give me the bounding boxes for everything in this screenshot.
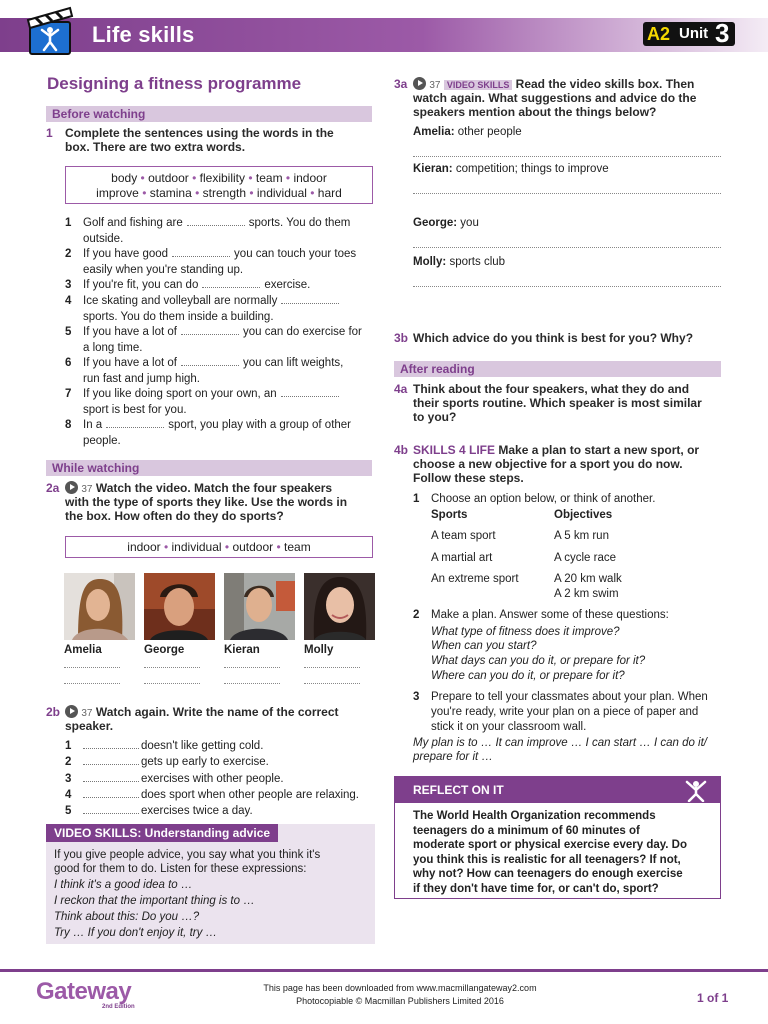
plan-question: What days can you do it, or prepare for it? (431, 655, 646, 667)
expression: I reckon that the important thing is to … (54, 895, 255, 907)
skills-4-life-tag: SKILLS 4 LIFE (413, 443, 496, 457)
question-text: box. There are two extra words. (65, 140, 246, 154)
play-icon (65, 705, 78, 718)
word-option: individual (171, 540, 222, 554)
question-text: with the type of sports they like. Use the words in (65, 495, 348, 509)
video-number: 37 (81, 484, 93, 495)
sentence-text: If you're fit, you can do exercise. (83, 279, 311, 291)
jumping-figure-icon (683, 780, 709, 802)
video-skills-box (46, 824, 375, 944)
word-option: body (111, 171, 138, 185)
answer-line[interactable] (64, 667, 120, 668)
unit-label: Unit (679, 25, 709, 42)
gateway-logo: Gateway (36, 978, 132, 1005)
word-option: indoor (293, 171, 327, 185)
answer-line[interactable] (224, 667, 280, 668)
word-separator: • (246, 186, 257, 200)
question-text: Complete the sentences using the words in the (65, 126, 334, 140)
answer-george: George: you (413, 217, 479, 229)
answer-gap[interactable] (281, 387, 339, 397)
item-number: 1 (65, 740, 72, 752)
footer-rule (0, 969, 768, 972)
section-after-reading: After reading (394, 361, 721, 377)
word-option: strength (202, 186, 246, 200)
word-separator: • (273, 540, 285, 554)
edition-label: 2nd Edition (102, 1004, 135, 1010)
sport-option: A team sport (431, 530, 496, 542)
plan-template: prepare for it … (413, 751, 493, 763)
step-text: Make a plan. Answer some of these questions: (431, 609, 669, 621)
word-option: hard (317, 186, 342, 200)
item-number: 4 (65, 789, 72, 801)
speaker-name: Molly (304, 644, 334, 656)
sentence-text: Ice skating and volleyball are normally sports. You do them inside a building. (83, 294, 375, 325)
answer-gap[interactable] (83, 788, 139, 798)
question-number: 2b (46, 705, 61, 719)
plan-question: What type of fitness does it improve? (431, 626, 620, 638)
reflect-text: The World Health Organization recommends teenagers do a minimum of 60 minutes of moderate sport or physical exercise every day. Do you think this is realistic for all teenagers? If not, why not? How can teenagers do enough exercise if they don't have time for, or can't do, sport? (413, 810, 687, 895)
word-separator: • (188, 171, 200, 185)
answer-line[interactable] (144, 667, 200, 668)
word-separator: • (191, 186, 203, 200)
copyright-notice: Photocopiable © Macmillan Publishers Limited 2016 (296, 996, 504, 1006)
step-text: Prepare to tell your classmates about your plan. When (431, 691, 708, 703)
question-text: speaker. (65, 719, 114, 733)
answer-amelia: Amelia: other people (413, 126, 522, 138)
sentence-text: If you have good you can touch your toes easily when you're standing up. (83, 248, 357, 276)
word-option: indoor (127, 540, 161, 554)
item-number: 2 (65, 248, 72, 260)
item-number: 7 (65, 388, 72, 400)
q2b-text: doesn't like getting cold. (83, 739, 263, 755)
question-text: Follow these steps. (413, 471, 524, 485)
answer-line[interactable] (304, 683, 360, 684)
unit-badge (643, 18, 735, 48)
video-skills-tag: VIDEO SKILLS (444, 80, 513, 90)
video-number: 37 (81, 708, 93, 719)
answer-line[interactable] (224, 683, 280, 684)
answer-gap[interactable] (187, 216, 245, 226)
item-number: 3 (65, 773, 72, 785)
play-icon (65, 481, 78, 494)
answer-line[interactable] (413, 193, 721, 194)
step-number: 1 (413, 493, 420, 505)
question-text: Think about the four speakers, what they do and (413, 382, 690, 396)
speaker-name: Amelia (64, 644, 102, 656)
clapperboard-icon (26, 6, 76, 58)
answer-gap[interactable] (83, 772, 139, 782)
item-number: 6 (65, 357, 72, 369)
play-icon (413, 77, 426, 90)
speaker-name: Kieran (224, 644, 260, 656)
question-text: to you? (413, 410, 457, 424)
objective-option: A 5 km run (554, 530, 609, 542)
answer-gap[interactable] (181, 325, 239, 335)
answer-gap[interactable] (202, 278, 260, 288)
sentence-text: In a sport, you play with a group of other people. (83, 419, 352, 447)
sport-option: An extreme sport (431, 573, 519, 585)
word-option: outdoor (148, 171, 189, 185)
plan-question: Where can you do it, or prepare for it? (431, 670, 625, 682)
page-title: Life skills (92, 22, 195, 47)
answer-molly: Molly: sports club (413, 256, 506, 268)
q2b-text: exercises with other people. (83, 772, 284, 788)
step-text: you're ready, write your plan on a piece of paper and (431, 706, 699, 718)
objective-option: A 20 km walk (554, 573, 622, 585)
question-text: 37 Watch again. Write the name of the correct (65, 705, 339, 722)
word-box (65, 536, 373, 558)
question-text: their sports routine. Which speaker is most similar (413, 396, 702, 410)
question-number: 4a (394, 382, 408, 396)
item-number: 4 (65, 295, 72, 307)
word-box (65, 166, 373, 204)
video-skills-text: good for them to do. Listen for these expressions: (54, 863, 307, 875)
word-separator: • (137, 171, 149, 185)
video-number: 37 (429, 80, 441, 91)
question-text: the box. How often do they do sports? (65, 509, 284, 523)
step-text: Choose an option below, or think of another. (431, 493, 656, 505)
word-option: flexibility (199, 171, 246, 185)
objective-option: A cycle race (554, 552, 616, 564)
word-option: outdoor (232, 540, 274, 554)
question-text: 37 VIDEO SKILLS Read the video skills box. Then (413, 77, 694, 94)
answer-gap[interactable] (181, 356, 239, 366)
item-number: 5 (65, 805, 72, 817)
amelia-photo (64, 573, 135, 640)
plan-template: My plan is to … It can improve … I can start … I can do it/ (413, 737, 707, 749)
word-option: stamina (149, 186, 192, 200)
page-number: 1 of 1 (697, 991, 729, 1005)
download-notice: This page has been downloaded from www.macmillangateway2.com (263, 983, 537, 993)
column-header-objectives: Objectives (554, 509, 613, 521)
question-text: speakers mention about the things below? (413, 105, 657, 119)
question-number: 1 (46, 126, 53, 140)
kieran-photo (224, 573, 295, 640)
question-text: Which advice do you think is best for you? Why? (413, 331, 694, 345)
answer-kieran: Kieran: competition; things to improve (413, 163, 609, 175)
expression: Think about this: Do you …? (54, 911, 200, 923)
word-separator: • (138, 186, 150, 200)
column-header-sports: Sports (431, 509, 468, 521)
unit-number: 3 (715, 18, 730, 48)
expression: Try … If you don't enjoy it, try … (54, 927, 218, 939)
q2b-text: does sport when other people are relaxing. (83, 788, 359, 804)
word-separator: • (221, 540, 233, 554)
level-label: A2 (647, 24, 671, 44)
word-separator: • (245, 171, 256, 185)
word-option: improve (96, 186, 139, 200)
answer-line[interactable] (144, 683, 200, 684)
sentence-text: If you have a lot of you can do exercise for a long time. (83, 326, 362, 354)
question-text: SKILLS 4 LIFE Make a plan to start a new sport, or (413, 443, 700, 457)
item-number: 2 (65, 756, 72, 768)
q2b-text: gets up early to exercise. (83, 755, 269, 771)
question-number: 3b (394, 331, 409, 345)
item-number: 5 (65, 326, 72, 338)
step-text: stick it on your classroom wall. (431, 721, 587, 733)
molly-photo (304, 573, 375, 640)
sport-option: A martial art (431, 552, 493, 564)
reflect-header: REFLECT ON IT (395, 777, 720, 803)
answer-gap[interactable] (83, 804, 139, 814)
answer-line[interactable] (64, 683, 120, 684)
q2b-text: exercises twice a day. (83, 804, 253, 820)
answer-line[interactable] (304, 667, 360, 668)
section-while-watching: While watching (46, 460, 372, 476)
section-before-watching: Before watching (46, 106, 372, 122)
lesson-heading: Designing a fitness programme (47, 74, 302, 93)
question-text: watch again. What suggestions and advice do the (413, 91, 697, 105)
answer-gap[interactable] (281, 294, 339, 304)
item-number: 3 (65, 279, 72, 291)
word-box-row (66, 171, 372, 186)
answer-line[interactable] (413, 286, 721, 287)
question-number: 3a (394, 77, 408, 91)
answer-gap[interactable] (106, 418, 164, 428)
word-separator: • (160, 540, 172, 554)
sentence-text: Golf and fishing are sports. You do them outside. (83, 217, 351, 245)
answer-gap[interactable] (83, 755, 139, 765)
question-text: 37 Watch the video. Match the four speakers (65, 481, 332, 498)
plan-question: When can you start? (431, 640, 537, 652)
sentence-text: If you have a lot of you can lift weights, run fast and jump high. (83, 357, 344, 385)
sentence-text: If you like doing sport on your own, an sport is best for you. (83, 387, 375, 418)
word-option: team (284, 540, 311, 554)
video-skills-header: VIDEO SKILLS: Understanding advice (46, 824, 278, 842)
speaker-name: George (144, 644, 185, 656)
step-number: 2 (413, 609, 420, 621)
answer-gap[interactable] (83, 739, 139, 749)
word-option: individual (256, 186, 307, 200)
answer-gap[interactable] (172, 247, 230, 257)
objective-option: A 2 km swim (554, 588, 619, 600)
answer-line[interactable] (413, 247, 721, 248)
question-number: 4b (394, 443, 409, 457)
word-option: team (255, 171, 283, 185)
answer-line[interactable] (413, 156, 721, 157)
expression: I think it's a good idea to … (54, 879, 193, 891)
reflect-box (394, 776, 721, 899)
george-photo (144, 573, 215, 640)
item-number: 8 (65, 419, 72, 431)
step-number: 3 (413, 691, 420, 703)
word-box-row (66, 186, 372, 201)
word-separator: • (306, 186, 318, 200)
video-skills-text: If you give people advice, you say what you think it's (54, 849, 321, 861)
word-separator: • (282, 171, 294, 185)
question-number: 2a (46, 481, 60, 495)
item-number: 1 (65, 217, 72, 229)
question-text: choose a new objective for a sport you do now. (413, 457, 683, 471)
